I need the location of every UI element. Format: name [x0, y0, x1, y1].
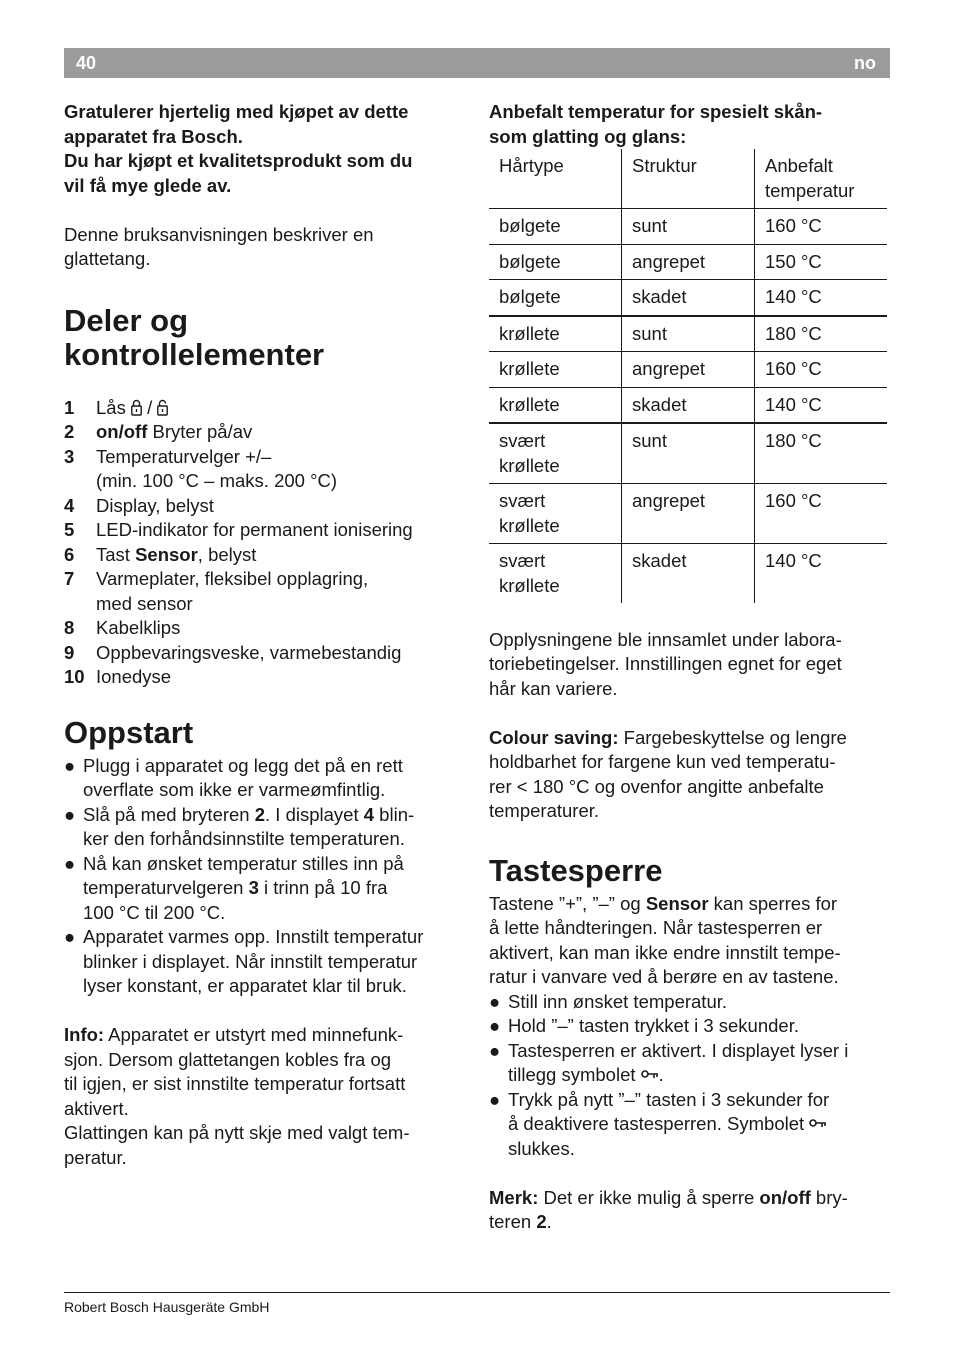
- language-code: no: [854, 53, 876, 73]
- table-header-row: [489, 149, 887, 209]
- list-item: ● Hold ”–” tasten trykket i 3 sekunder.: [489, 1015, 799, 1036]
- lock-open-icon: [157, 399, 168, 416]
- header-hair-type: Hårtype: [499, 155, 564, 176]
- page-header: [64, 48, 890, 78]
- table-title: Anbefalt temperatur for spesielt skån- som glatting og glans:: [489, 101, 823, 147]
- table-row: bølgete angrepet 150 °C: [489, 244, 887, 280]
- key-icon: [641, 1069, 659, 1081]
- header-structure: Struktur: [622, 149, 755, 209]
- list-item: 9 Oppbevaringsveske, varmebestandig: [64, 641, 402, 663]
- list-item: ● Still inn ønsket temperatur.: [489, 990, 728, 1012]
- list-item: 10 Ionedyse: [64, 666, 172, 687]
- list-item: ● Slå på med bryteren 2. I displayet 4 blin- ker den forhåndsinnstilte temperaturen.: [64, 803, 415, 849]
- table-row: svært krøllete sunt 180 °C: [489, 423, 887, 484]
- header-temperature: Anbefalt temperatur: [755, 149, 888, 209]
- list-item: 5 LED-indikator for permanent ionisering: [64, 519, 413, 540]
- list-item: ● Tastesperren er aktivert. I displayet lyser i tillegg symbolet .: [489, 1039, 849, 1085]
- table-row: krøllete sunt 180 °C: [489, 316, 887, 352]
- lab-note: Opplysningene ble innsamlet under labora- toriebetingelser. Innstillingen egnet for eget hår kan variere.: [489, 628, 842, 699]
- list-item: ● Nå kan ønsket temperatur stilles inn på temperaturvelgeren 3 i trinn på 10 fra 100 °C til 200 °C.: [64, 852, 404, 923]
- list-item: 2 on/off Bryter på/av: [64, 421, 253, 442]
- footer-divider: [64, 1292, 890, 1293]
- list-item: ● Plugg i apparatet og legg det på en rett overflate som ikke er varmeømfintlig.: [64, 754, 403, 800]
- list-item: ● Trykk på nytt ”–” tasten i 3 sekunder for å deaktivere tastesperren. Symbolet slukkes.: [489, 1088, 830, 1159]
- keylock-intro: Tastene ”+”, ”–” og Sensor kan sperres for å lette håndteringen. Når tastesperren er aktivert, kan man ikke endre innstilt tempe- ratur i vanvare ved å berøre en av tastene.: [489, 892, 841, 987]
- key-icon: [809, 1118, 827, 1130]
- table-row: krøllete angrepet 160 °C: [489, 352, 887, 388]
- list-item: 3 Temperaturvelger +/– (min. 100 °C – maks. 200 °C): [64, 445, 337, 491]
- page-number: 40: [76, 53, 97, 73]
- intro-bold: Gratulerer hjertelig med kjøpet av dette apparatet fra Bosch. Du har kjøpt et kvalitetsprodukt som du vil få mye glede av.: [64, 101, 413, 196]
- table-row: svært krøllete skadet 140 °C: [489, 544, 887, 604]
- parts-list: [64, 396, 464, 690]
- right-column: [489, 100, 889, 1235]
- note-paragraph: Merk: Det er ikke mulig å sperre on/off bry- teren 2.: [489, 1186, 848, 1232]
- startup-heading: Oppstart: [64, 714, 194, 750]
- keylock-heading: Tastesperre: [489, 852, 663, 888]
- table-row: svært krøllete angrepet 160 °C: [489, 484, 887, 544]
- list-item: 1 Lås /: [64, 396, 464, 421]
- parts-heading: Deler og kontrollelementer: [64, 302, 325, 372]
- temperature-table: [489, 149, 887, 603]
- info-paragraph: Info: Apparatet er utstyrt med minnefunk- sjon. Dersom glattetangen kobles fra og til igjen, er sist innstilte temperatur fortsatt aktivert. Glattingen kan på nytt skje med valgt tem- peratur.: [64, 1024, 410, 1168]
- list-item: 7 Varmeplater, fleksibel opplagring, med sensor: [64, 568, 369, 614]
- list-item: ● Apparatet varmes opp. Innstilt temperatur blinker i displayet. Når innstilt temperatur lyser konstant, er apparatet klar til bruk.: [64, 926, 424, 996]
- left-column: [64, 100, 464, 1170]
- lock-closed-icon: [131, 399, 142, 416]
- table-row: krøllete skadet 140 °C: [489, 387, 887, 423]
- colour-saving-paragraph: Colour saving: Fargebeskyttelse og lengre holdbarhet for fargene kun ved temperatu- rer < 180 °C og ovenfor angitte anbefalte temperaturer.: [489, 726, 847, 821]
- table-row: bølgete sunt 160 °C: [489, 209, 887, 245]
- intro-text: Denne bruksanvisningen beskriver en glattetang.: [64, 223, 374, 269]
- footer-company: Robert Bosch Hausgeräte GmbH: [64, 1299, 270, 1315]
- list-item: 6 Tast Sensor, belyst: [64, 543, 257, 565]
- list-item: 4 Display, belyst: [64, 494, 214, 516]
- list-item: 8 Kabelklips: [64, 617, 181, 638]
- table-row: bølgete skadet 140 °C: [489, 280, 887, 316]
